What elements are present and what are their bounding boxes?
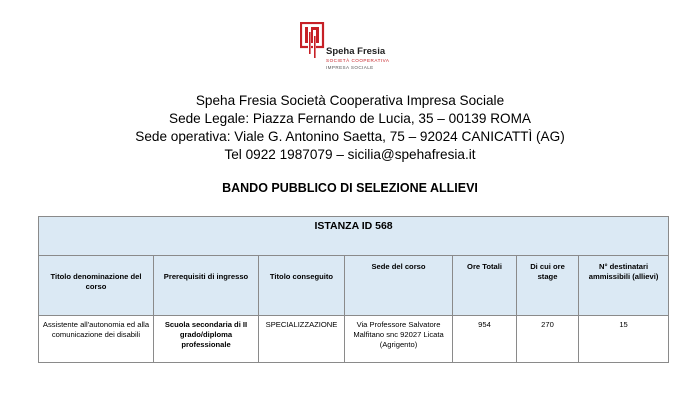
header-titolo-conseguito: Titolo conseguito [259,256,345,316]
istanza-id-header: ISTANZA ID 568 [39,217,669,256]
sede-operativa-line: Sede operativa: Viale G. Antonino Saetta, 75 – 92024 CANICATTÌ (AG) [135,129,565,144]
company-address-block [0,92,700,164]
cell-sede-corso: Via Professore Salvatore Malfitano snc 92027 Licata (Agrigento) [345,316,453,363]
cell-titolo-corso: Assistente all'autonomia ed alla comunicazione dei disabili [39,316,154,363]
contact-line: Tel 0922 1987079 – sicilia@spehafresia.it [224,147,476,162]
table-header-row [39,256,669,316]
header-titolo-corso: Titolo denominazione del corso [39,256,154,316]
company-logo [300,22,390,77]
cell-ore-totali: 954 [453,316,517,363]
header-sede-corso: Sede del corso [345,256,453,316]
header-destinatari: N° destinatari ammissibili (allievi) [579,256,669,316]
logo-subtitle-cooperativa: SOCIETÀ COOPERATIVA [326,58,390,63]
cell-ore-stage: 270 [517,316,579,363]
company-name-line: Speha Fresia Società Cooperativa Impresa Sociale [195,93,505,108]
cell-prerequisiti: Scuola secondaria di II grado/diploma professionale [154,316,259,363]
logo-brand-name: Speha Fresia [326,46,386,57]
speha-fresia-logo-icon [300,22,326,62]
header-ore-stage: Di cui ore stage [517,256,579,316]
cell-destinatari: 15 [579,316,669,363]
course-table [38,216,669,363]
istanza-row [39,217,669,256]
logo-subtitle-impresa: IMPRESA SOCIALE [326,65,374,70]
cell-titolo-conseguito: SPECIALIZZAZIONE [259,316,345,363]
bando-title: BANDO PUBBLICO DI SELEZIONE ALLIEVI [222,181,478,195]
header-prerequisiti: Prerequisiti di ingresso [154,256,259,316]
header-ore-totali: Ore Totali [453,256,517,316]
sede-legale-line: Sede Legale: Piazza Fernando de Lucia, 35 – 00139 ROMA [169,111,531,126]
table-row [39,316,669,363]
